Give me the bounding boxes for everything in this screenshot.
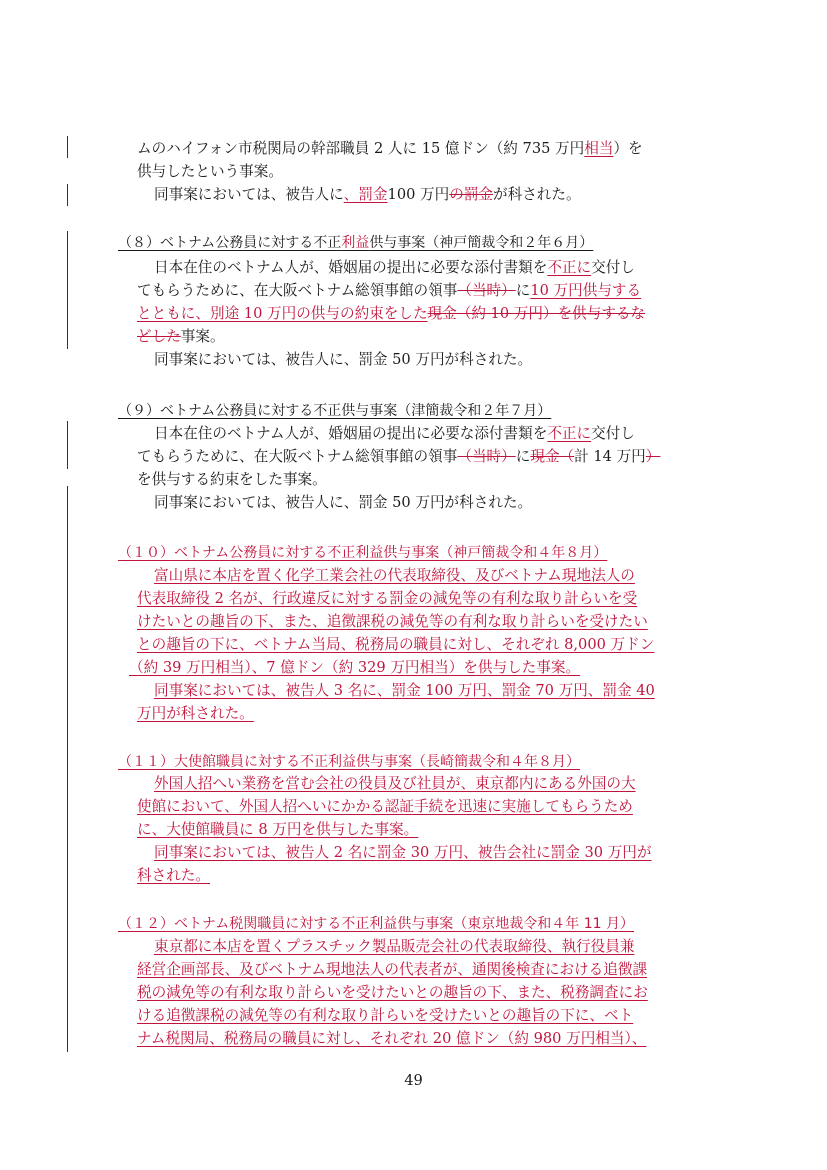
body-line: 同事案においては、被告人 2 名に罰金 30 万円、被告会社に罰金 30 万円が — [154, 844, 652, 861]
body-line: 代表取締役 2 名が、行政違反に対する罰金の減免等の有利な取り計らいを受 — [137, 590, 638, 607]
section-heading: （１２）ベトナム税関職員に対する不正利益供与事案（東京地裁令和４年 11 月） — [118, 916, 635, 932]
text-run: 日本在住のベトナム人が、婚姻届の提出に必要な添付書類を — [154, 425, 548, 442]
section-heading: （１１）大使館職員に対する不正利益供与事案（長崎簡裁令和４年８月） — [118, 754, 580, 770]
text-run: てもらうために、在大阪ベトナム総領事館の領事 — [137, 282, 458, 299]
deleted-text: の罰金 — [449, 186, 494, 203]
text-run: 事案。 — [180, 328, 225, 345]
deleted-text: 現金（約 10 万円）を供与するな — [427, 305, 646, 322]
body-line: 同事案においては、被告人に、罰金 50 万円が科された。 — [154, 494, 533, 511]
text-run: 100 万円 — [387, 186, 450, 203]
body-line: 万円が科された。 — [137, 705, 254, 722]
inserted-text: 、罰金 — [343, 186, 388, 203]
body-line: 供与したという事案。 — [137, 163, 283, 180]
body-line: ける追徴課税の減免等の有利な取り計らいを受けたいとの趣旨の下に、ベト — [137, 1007, 634, 1024]
inserted-text: 不正に — [547, 425, 592, 442]
text-run: 同事案においては、被告人に — [154, 186, 344, 203]
text-run: （８）ベトナム公務員に対する不正 — [118, 235, 342, 251]
inserted-text: 相当 — [584, 140, 614, 157]
body-line: けたいとの趣旨の下、また、追徴課税の減免等の有利な取り計らいを受けたい — [137, 613, 648, 630]
text-run: 供与事案（神戸簡裁令和２年６月） — [369, 235, 594, 251]
body-line — [154, 186, 581, 204]
body-line: ナム税関局、税務局の職員に対し、それぞれ 20 億ドン（約 980 万円相当）、 — [137, 1030, 647, 1047]
text-run: 交付し — [591, 425, 635, 442]
text-run: 計 14 万円 — [574, 448, 646, 465]
text-run: に — [515, 448, 531, 465]
change-bar — [67, 184, 68, 206]
deleted-text: （当時） — [457, 448, 516, 465]
deleted-text: どした — [137, 328, 181, 345]
text-run: に — [515, 282, 531, 299]
body-line — [137, 448, 660, 466]
section-heading: （１０）ベトナム公務員に対する不正利益供与事案（神戸簡裁令和４年８月） — [118, 545, 608, 561]
body-line — [154, 259, 635, 277]
inserted-text: 利益 — [341, 235, 370, 251]
inserted-text: 10 万円供与する — [530, 282, 642, 299]
body-line: 東京都に本店を置くプラスチック製品販売会社の代表取締役、執行役員兼 — [154, 938, 635, 955]
body-line — [137, 140, 643, 158]
inserted-text: 不正に — [547, 259, 592, 276]
text-run: てもらうために、在大阪ベトナム総領事館の領事 — [137, 448, 458, 465]
section-heading — [118, 234, 593, 252]
change-bar — [67, 486, 68, 1052]
body-line — [154, 425, 635, 443]
body-line: 経営企画部長、及びベトナム現地法人の代表者が、通関後検査における追徴課 — [137, 961, 648, 978]
change-bar — [67, 231, 68, 349]
deleted-text: ） — [645, 448, 661, 465]
body-line: 富山県に本店を置く化学工業会社の代表取締役、及びベトナム現地法人の — [154, 567, 635, 584]
deleted-text: （当時） — [457, 282, 516, 299]
body-line: 外国人招へい業務を営む会社の役員及び社員が、東京都内にある外国の大 — [154, 775, 636, 792]
body-line — [137, 328, 225, 346]
body-line: 税の減免等の有利な取り計らいを受けたいとの趣旨の下、また、税務調査にお — [137, 984, 648, 1001]
text-run: が科された。 — [493, 186, 581, 203]
section-heading: （９）ベトナム公務員に対する不正供与事案（津簡裁令和２年７月） — [118, 403, 552, 419]
body-line: 科された。 — [137, 867, 210, 884]
body-line: 同事案においては、被告人に、罰金 50 万円が科された。 — [154, 351, 533, 368]
body-line: 同事案においては、被告人 3 名に、罰金 100 万円、罰金 70 万円、罰金 40 — [154, 682, 655, 699]
text-run: 交付し — [591, 259, 635, 276]
text-run: 日本在住のベトナム人が、婚姻届の提出に必要な添付書類を — [154, 259, 548, 276]
deleted-text: 現金（ — [530, 448, 575, 465]
page-number: 49 — [404, 1072, 423, 1089]
body-line — [137, 305, 645, 323]
change-bar — [67, 421, 68, 469]
body-line: （約 39 万円相当）、7 億ドン（約 329 万円相当）を供与した事案。 — [129, 659, 581, 676]
body-line: を供与する約束をした事案。 — [137, 471, 327, 488]
body-line: 使館において、外国人招へいにかかる認証手続を迅速に実施してもらうため — [137, 798, 633, 815]
change-bar — [67, 136, 68, 158]
text-run: ）を — [613, 140, 643, 157]
body-line: との趣旨の下に、ベトナム当局、税務局の職員に対し、それぞれ 8,000 万ドン — [137, 636, 655, 653]
text-run: ムのハイフォン市税関局の幹部職員 2 人に 15 億ドン（約 735 万円 — [137, 140, 585, 157]
body-line: に、大使館職員に 8 万円を供与した事案。 — [137, 821, 419, 838]
body-line — [137, 282, 641, 300]
inserted-text: とともに、別途 10 万円の供与の約束をした — [137, 305, 428, 322]
